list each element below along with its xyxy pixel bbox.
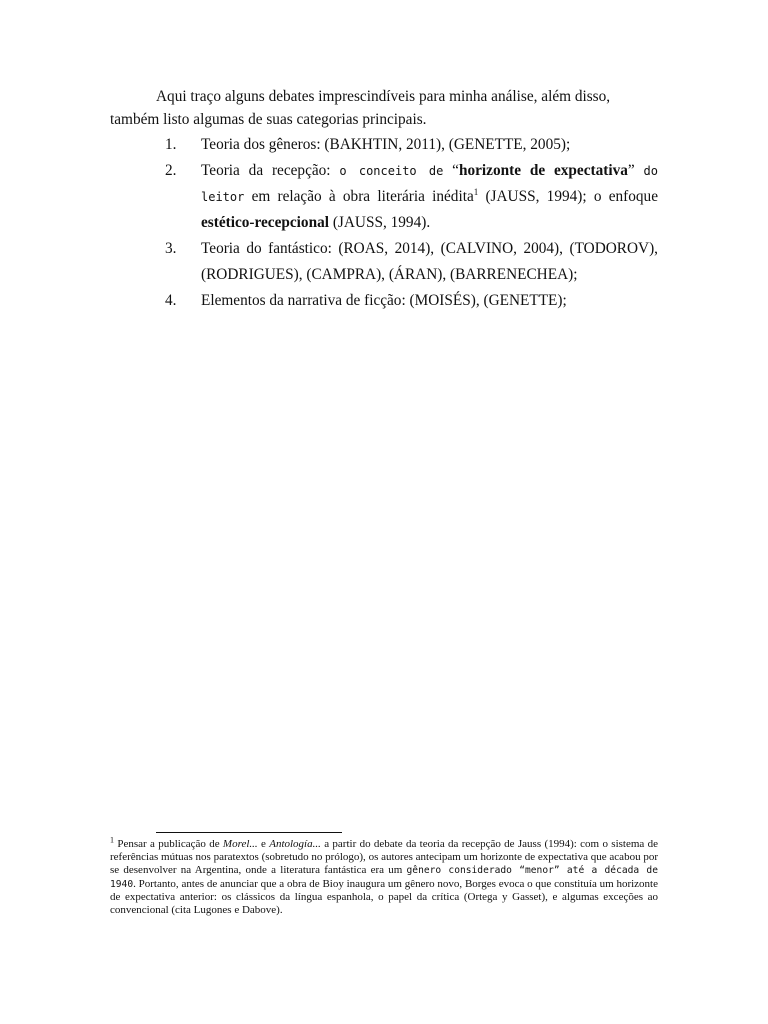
list-number: 3.	[165, 240, 177, 257]
footnote-reference[interactable]: 1	[473, 186, 479, 197]
list-item-text-part: ”	[627, 162, 644, 179]
intro-paragraph	[110, 85, 658, 131]
list-item	[110, 158, 658, 236]
footnote-text-part: gênero considerado “menor” até a década de 1940	[110, 865, 658, 890]
footnote-text-part: e	[257, 838, 270, 850]
list-item	[110, 236, 658, 288]
list-item-text: Teoria do fantástico: (ROAS, 2014), (CALVINO, 2004), (TODOROV), (RODRIGUES), (CAMPRA), (ÁRAN), (BARRENECHEA);	[201, 240, 658, 283]
footnote-text-part: . Portanto, antes de anunciar que a obra de Bioy inaugura um gênero novo, Borges evoca o que constituía um horizonte de expectativa anterior: os clássicos da língua espanhola, o papel da crítica (Ortega y Gasset), e algumas exceções ao convencional (cita Lugones e Dabove).	[110, 877, 658, 917]
footnote-title: Morel...	[222, 838, 258, 850]
emphasis-term: horizonte de expectativa	[458, 162, 628, 179]
list-item-text-part: (JAUSS, 1994).	[329, 214, 431, 231]
footnote-mark: 1	[110, 835, 114, 845]
intro-line-2: também listo algumas de suas categorias principais.	[110, 111, 427, 128]
list-item-text-part: em relação à obra literária inédita	[244, 188, 474, 205]
list-number: 1.	[165, 136, 177, 153]
list-item-text: Elementos da narrativa de ficção: (MOISÉS), (GENETTE);	[201, 292, 567, 309]
list-item-text: Teoria dos gêneros: (BAKHTIN, 2011), (GENETTE, 2005);	[201, 136, 571, 153]
list-item-text-part: do leitor	[201, 164, 658, 204]
footnote	[110, 835, 658, 917]
footnote-text-part: Pensar a publicação de	[114, 838, 223, 850]
footnote-separator	[156, 832, 342, 833]
emphasis-term: estético-recepcional	[201, 214, 329, 231]
list-item	[110, 288, 658, 314]
list-number: 4.	[165, 292, 177, 309]
list-item-text-part: (JAUSS, 1994); o enfoque	[478, 188, 658, 205]
category-list	[110, 132, 658, 314]
intro-line-1: Aqui traço alguns debates imprescindíveis para minha análise, além disso,	[156, 88, 611, 105]
list-number: 2.	[165, 162, 177, 179]
footnote-text-part: a partir do debate da teoria da recepção de Jauss (1994): com o sistema de referências mútuas nos paratextos (sobretudo no prólogo), os autores antecipam um horizonte de expectativa que acabou por se desenvolver na Argentina, onde a literatura fantástica era um	[110, 838, 658, 877]
list-item-text-part: o conceito de	[339, 164, 444, 178]
list-item	[110, 132, 658, 158]
footnote-title: Antología...	[269, 838, 321, 850]
list-item-text-part: Teoria da recepção:	[201, 162, 340, 179]
list-item-text-part: “	[443, 162, 459, 179]
